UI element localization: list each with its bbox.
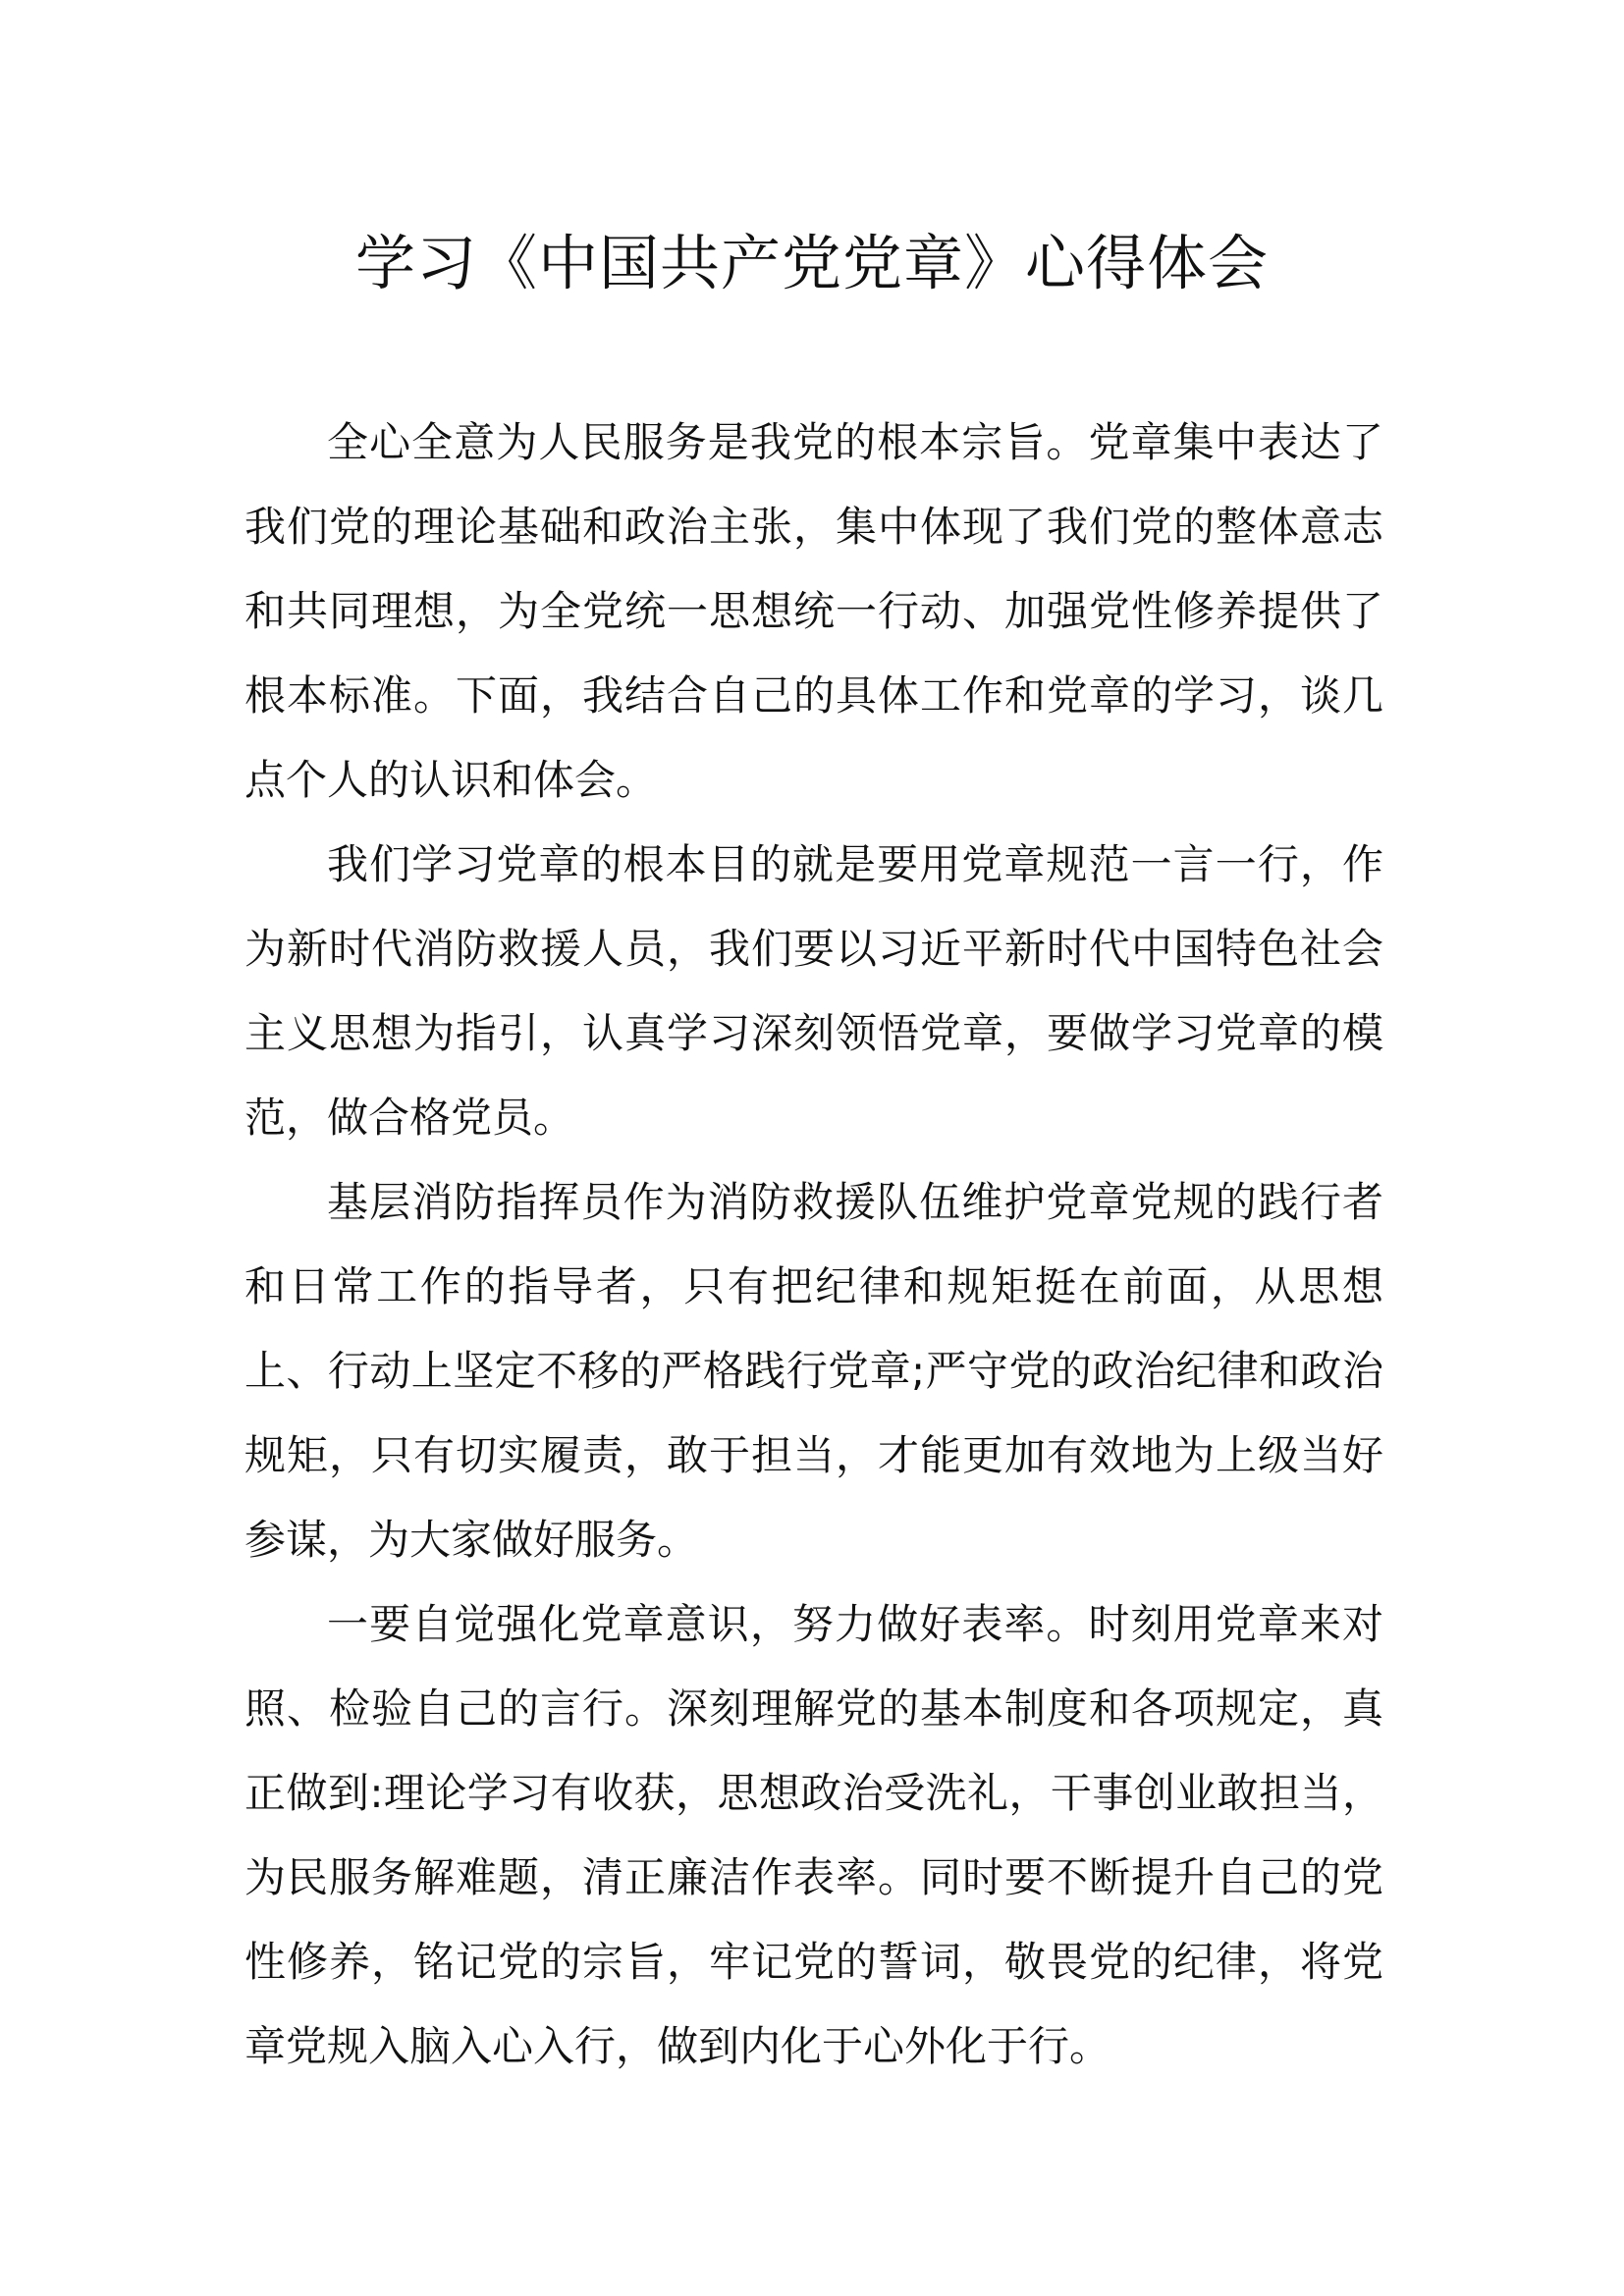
paragraph-3: 基层消防指挥员作为消防救援队伍维护党章党规的践行者和日常工作的指导者，只有把纪律和规矩挺在前面，从思想上、行动上坚定不移的严格践行党章;严守党的政治纪律和政治规矩，只有切实履责，敢于担当，才能更加有效地为上级当好参谋，为大家做好服务。 [244,1178,1383,1564]
paragraph-4: 一要自觉强化党章意识，努力做好表率。时刻用党章来对照、检验自己的言行。深刻理解党的基本制度和各项规定，真正做到:理论学习有收获，思想政治受洗礼，干事创业敢担当，为民服务解难题，清正廉洁作表率。同时要不断提升自己的党性修养，铭记党的宗旨，牢记党的誓词，敬畏党的纪律，将党章党规入脑入心入行，做到内化于心外化于行。 [244,1600,1383,2070]
paragraph-2: 我们学习党章的根本目的就是要用党章规范一言一行，作为新时代消防救援人员，我们要以习近平新时代中国特色社会主义思想为指引，认真学习深刻领悟党章，要做学习党章的模范，做合格党员。 [244,840,1383,1142]
document-body [244,400,1383,2089]
document-title: 学习《中国共产党党章》心得体会 [354,229,1269,298]
paragraph-1: 全心全意为人民服务是我党的根本宗旨。党章集中表达了我们党的理论基础和政治主张，集中体现了我们党的整体意志和共同理想，为全党统一思想统一行动、加强党性修养提供了根本标准。下面，我结合自己的具体工作和党章的学习，谈几点个人的认识和体会。 [244,418,1383,804]
